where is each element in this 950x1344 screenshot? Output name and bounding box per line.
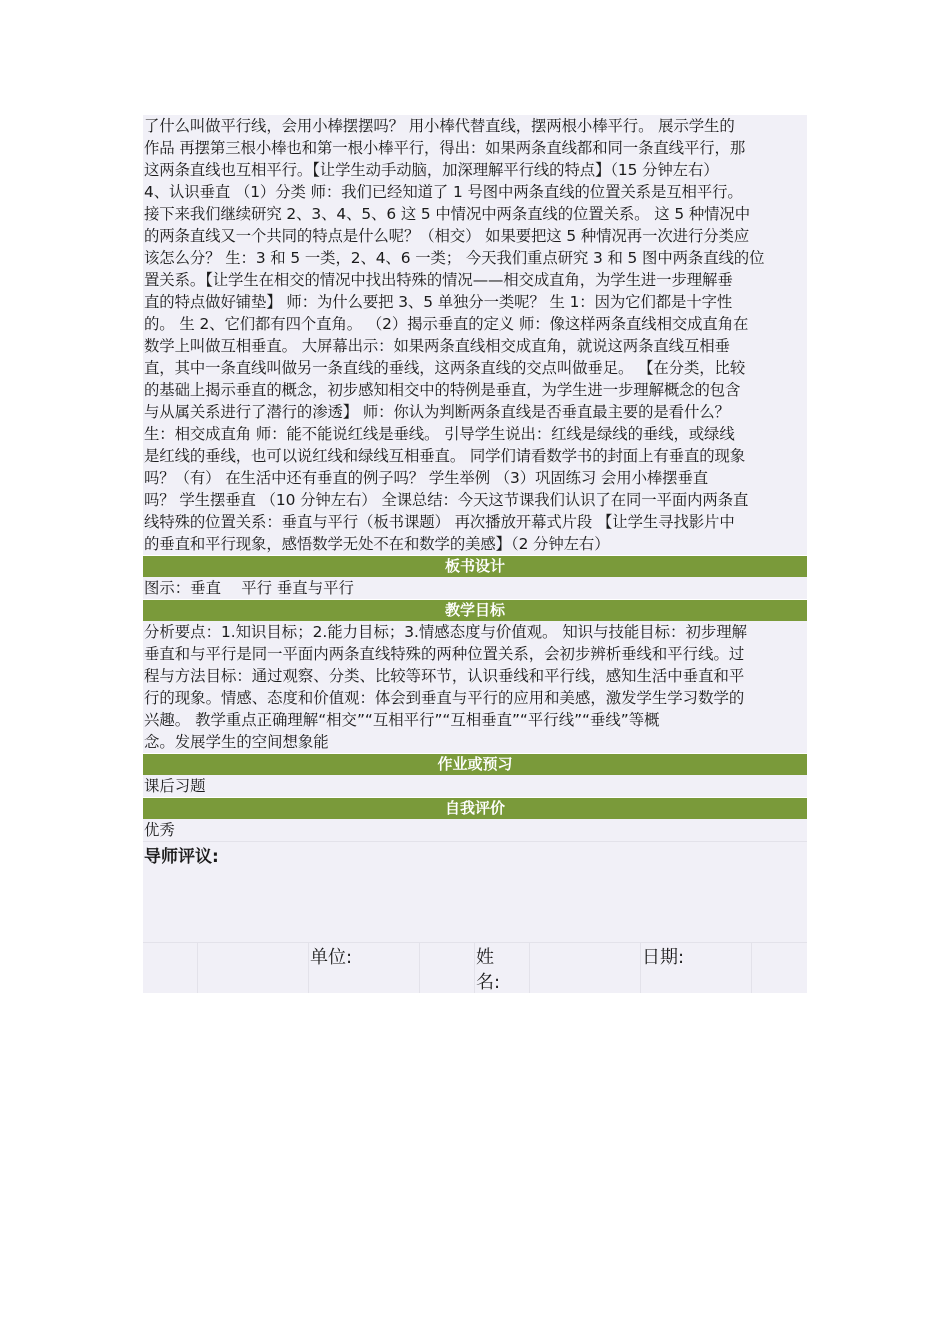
section-header-teaching-goals: 教学目标	[143, 600, 807, 621]
mentor-comment-label: 导师评议:	[144, 847, 219, 867]
section-header-board-design: 板书设计	[143, 556, 807, 577]
text-line: 生：相交成直角 师：能不能说红线是垂线。 引导学生说出：红线是绿线的垂线，或绿线	[144, 425, 735, 443]
self-evaluation-content: 优秀	[143, 819, 807, 841]
text-line: 的基础上揭示垂直的概念，初步感知相交中的特例是垂直，为学生进一步理解概念的包含	[144, 381, 741, 399]
name-label-line1: 姓	[476, 947, 494, 968]
text-line: 了什么叫做平行线，会用小棒摆摆吗？ 用小棒代替直线，摆两根小棒平行。 展示学生的	[144, 117, 735, 135]
text-line: 念。发展学生的空间想象能	[144, 733, 329, 751]
text-line: 置关系。【让学生在相交的情况中找出特殊的情况——相交成直角，为学生进一步理解垂	[144, 271, 733, 289]
signature-blank-cell	[530, 943, 641, 993]
text-line: 的。 生 2、它们都有四个直角。 （2）揭示垂直的定义 师：像这样两条直线相交成直角在	[144, 315, 749, 333]
text-line: 程与方法目标：通过观察、分类、比较等环节，认识垂线和平行线，感知生活中垂直和平	[144, 667, 745, 685]
text-line: 该怎么分？ 生：3 和 5 一类，2、4、6 一类； 今天我们重点研究 3 和 5 图中两条直线的位	[144, 249, 765, 267]
text-line: 直，其中一条直线叫做另一条直线的垂线，这两条直线的交点叫做垂足。 【在分类，比较	[144, 359, 746, 377]
text-line: 数学上叫做互相垂直。 大屏幕出示：如果两条直线相交成直角，就说这两条直线互相垂	[144, 337, 730, 355]
text-line: 线特殊的位置关系：垂直与平行（板书课题） 再次播放开幕式片段 【让学生寻找影片中	[144, 513, 735, 531]
date-label: 日期:	[641, 943, 752, 993]
lesson-process-text	[143, 115, 807, 555]
name-label	[475, 943, 530, 993]
section-header-homework: 作业或预习	[143, 754, 807, 775]
text-line: 作品 再摆第三根小棒也和第一根小棒平行，得出：如果两条直线都和同一条直线平行，那	[144, 139, 746, 157]
text-line: 吗？（有） 在生活中还有垂直的例子吗？ 学生举例 （3）巩固练习 会用小棒摆垂直	[144, 469, 709, 487]
unit-label: 单位:	[309, 943, 420, 993]
section-header-self-evaluation: 自我评价	[143, 798, 807, 819]
text-line: 的两条直线又一个共同的特点是什么呢？（相交） 如果要把这 5 种情况再一次进行分类应	[144, 227, 750, 245]
text-line: 的垂直和平行现象，感悟数学无处不在和数学的美感】（2 分钟左右）	[144, 535, 610, 553]
text-line: 直的特点做好铺垫】 师：为什么要把 3、5 单独分一类呢？ 生 1：因为它们都是十字性	[144, 293, 733, 311]
teaching-goals-content	[143, 621, 807, 753]
homework-content: 课后习题	[143, 775, 807, 797]
lesson-document	[143, 115, 807, 993]
name-label-line2: 名:	[476, 972, 501, 993]
signature-blank-cell	[198, 943, 309, 993]
text-line: 是红线的垂线，也可以说红线和绿线互相垂直。 同学们请看数学书的封面上有垂直的现象	[144, 447, 746, 465]
mentor-comment-area	[143, 841, 807, 942]
signature-blank-cell	[420, 943, 475, 993]
text-line: 兴趣。 教学重点正确理解“相交”“互相平行”“互相垂直”“平行线”“垂线”等概	[144, 711, 660, 729]
text-line: 垂直和与平行是同一平面内两条直线特殊的两种位置关系，会初步辨析垂线和平行线。过	[144, 645, 745, 663]
signature-blank-cell	[143, 943, 198, 993]
text-line: 分析要点：1.知识目标；2.能力目标；3.情感态度与价值观。 知识与技能目标：初步理解	[144, 623, 748, 641]
board-design-content: 图示：垂直 平行 垂直与平行	[143, 577, 807, 599]
text-line: 行的现象。情感、态度和价值观：体会到垂直与平行的应用和美感，激发学生学习数学的	[144, 689, 745, 707]
signature-blank-cell	[752, 943, 807, 993]
signature-row	[143, 942, 807, 993]
text-line: 接下来我们继续研究 2、3、4、5、6 这 5 中情况中两条直线的位置关系。 这 5 种情况中	[144, 205, 750, 223]
text-line: 吗？ 学生摆垂直 （10 分钟左右） 全课总结：今天这节课我们认识了在同一平面内两条直	[144, 491, 749, 509]
text-line: 与从属关系进行了潜行的渗透】 师：你认为判断两条直线是否垂直最主要的是看什么？	[144, 403, 730, 421]
text-line: 4、认识垂直 （1）分类 师：我们已经知道了 1 号图中两条直线的位置关系是互相平行。	[144, 183, 743, 201]
text-line: 这两条直线也互相平行。【让学生动手动脑，加深理解平行线的特点】（15 分钟左右）	[144, 161, 719, 179]
